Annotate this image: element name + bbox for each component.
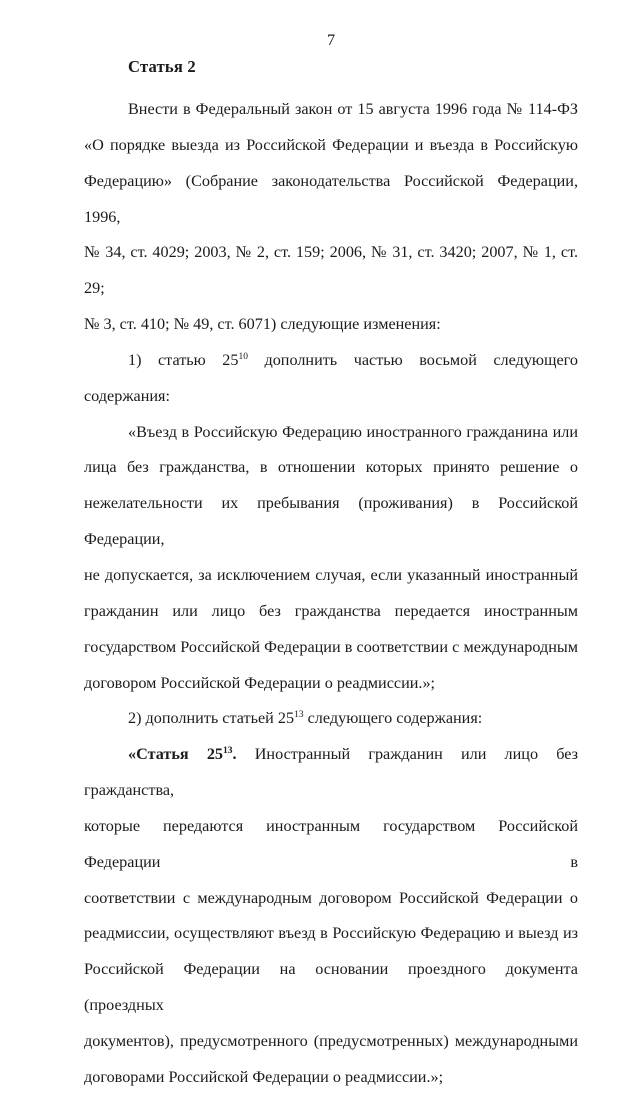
text-line: [84, 486, 578, 558]
text-segment: «Статья 25: [128, 745, 224, 764]
text-line: [84, 809, 578, 881]
text-segment: следующего содержания:: [303, 709, 483, 728]
text-line: [84, 1024, 578, 1060]
text-segment: договором Российской Федерации о реадмиссии.»;: [84, 673, 436, 692]
text-line: [84, 916, 578, 952]
text-line: [84, 415, 578, 451]
text-segment: 2) дополнить статьей 25: [128, 709, 295, 728]
text-line: [84, 881, 578, 917]
text-segment: .: [232, 745, 237, 764]
text-line: [84, 630, 578, 666]
text-segment: Федерацию» (Собрание законодательства Российской Федерации, 1996,: [84, 171, 578, 226]
text-segment: государством Российской Федерации в соответствии с международным: [84, 637, 578, 656]
superscript-text: 10: [238, 351, 248, 362]
text-line: [84, 450, 578, 486]
text-line: [84, 952, 578, 1024]
text-line: [84, 558, 578, 594]
text-segment: которые передаются иностранным государством Российской Федерации в: [84, 816, 578, 871]
text-segment: не допускается, за исключением случая, если указанный иностранный: [84, 565, 578, 584]
text-segment: соответствии с международным договором Российской Федерации о: [84, 888, 578, 907]
text-segment: «О порядке выезда из Российской Федерации и въезда в Российскую: [84, 135, 578, 154]
text-segment: Иностранный гражданин или лицо без гражданства,: [84, 745, 578, 800]
superscript-text: 13: [294, 710, 304, 721]
text-line: [84, 235, 578, 307]
text-segment: лица без гражданства, в отношении которых принято решение о: [84, 458, 578, 477]
text-line: [84, 164, 578, 236]
text-line: [84, 92, 578, 128]
text-line: [84, 737, 578, 809]
superscript-text: 13: [223, 746, 233, 757]
text-segment: Российской Федерации на основании проездного документа (проездных: [84, 960, 578, 1015]
text-line: [84, 1060, 578, 1096]
document-body: [84, 92, 578, 1096]
text-line: [84, 666, 578, 702]
text-segment: договорами Российской Федерации о реадмиссии.»;: [84, 1067, 444, 1086]
text-line: [84, 594, 578, 630]
text-segment: № 3, ст. 410; № 49, ст. 6071) следующие изменения:: [84, 315, 441, 334]
text-segment: дополнить частью восьмой следующего содержания:: [84, 350, 578, 405]
text-line: [84, 128, 578, 164]
text-segment: Внести в Федеральный закон от 15 августа 1996 года № 114-ФЗ: [128, 100, 578, 118]
text-segment: реадмиссии, осуществляют въезд в Российскую Федерацию и выезд из: [84, 924, 578, 943]
text-segment: документов), предусмотренного (предусмотренных) международными: [84, 1031, 578, 1050]
text-segment: «Въезд в Российскую Федерацию иностранного гражданина или: [128, 422, 578, 441]
text-segment: 1) статью 25: [128, 350, 239, 369]
text-line: [84, 343, 578, 415]
page-number: 7: [326, 31, 336, 49]
text-line: [84, 701, 578, 737]
text-segment: гражданин или лицо без гражданства передается иностранным: [84, 601, 578, 620]
text-segment: № 34, ст. 4029; 2003, № 2, ст. 159; 2006, № 31, ст. 3420; 2007, № 1, ст. 29;: [84, 243, 578, 298]
text-segment: нежелательности их пребывания (проживания) в Российской Федерации,: [84, 494, 578, 549]
article-heading: Статья 2: [128, 57, 196, 76]
text-line: [84, 307, 578, 343]
